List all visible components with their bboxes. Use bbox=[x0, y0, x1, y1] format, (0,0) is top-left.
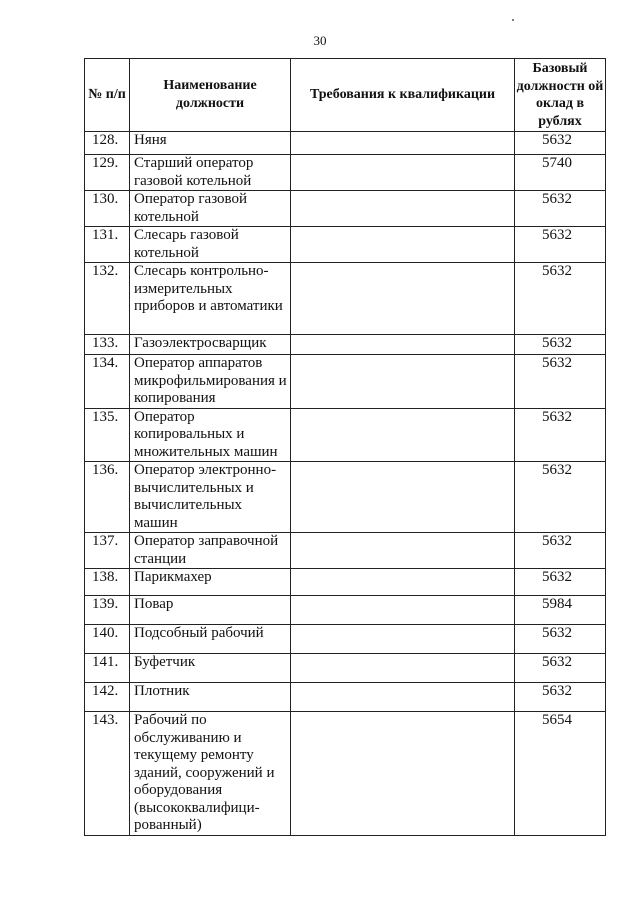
row-name-cell: Оператор аппаратов микрофильмирования и копирования bbox=[130, 355, 291, 409]
row-salary-cell: 5740 bbox=[515, 155, 606, 191]
positions-table bbox=[84, 58, 606, 836]
row-num-cell: 128. bbox=[85, 132, 130, 155]
row-num-cell: 131. bbox=[85, 227, 130, 263]
row-num-cell: 136. bbox=[85, 462, 130, 533]
table-row bbox=[85, 335, 606, 355]
row-salary-cell: 5632 bbox=[515, 191, 606, 227]
table-row bbox=[85, 625, 606, 654]
row-requirements-cell bbox=[291, 227, 515, 263]
row-salary-cell: 5632 bbox=[515, 533, 606, 569]
row-name-cell: Оператор заправочной станции bbox=[130, 533, 291, 569]
row-name-cell: Оператор газовой котельной bbox=[130, 191, 291, 227]
row-num-cell: 134. bbox=[85, 355, 130, 409]
header-salary: Базовый должностн ой оклад в рублях bbox=[515, 59, 606, 132]
row-requirements-cell bbox=[291, 712, 515, 836]
table-row bbox=[85, 191, 606, 227]
row-salary-cell: 5632 bbox=[515, 132, 606, 155]
table-row bbox=[85, 533, 606, 569]
table-row bbox=[85, 596, 606, 625]
row-name-cell: Плотник bbox=[130, 683, 291, 712]
row-name-cell: Старший оператор газовой котельной bbox=[130, 155, 291, 191]
table-row bbox=[85, 462, 606, 533]
row-requirements-cell bbox=[291, 191, 515, 227]
row-requirements-cell bbox=[291, 596, 515, 625]
row-salary-cell: 5632 bbox=[515, 625, 606, 654]
row-requirements-cell bbox=[291, 408, 515, 462]
row-salary-cell: 5632 bbox=[515, 654, 606, 683]
row-num-cell: 133. bbox=[85, 335, 130, 355]
row-name-cell: Слесарь контрольно-измерительных приборов и автоматики bbox=[130, 263, 291, 335]
table-row bbox=[85, 132, 606, 155]
row-requirements-cell bbox=[291, 625, 515, 654]
row-num-cell: 132. bbox=[85, 263, 130, 335]
row-salary-cell: 5632 bbox=[515, 408, 606, 462]
row-requirements-cell bbox=[291, 155, 515, 191]
row-requirements-cell bbox=[291, 263, 515, 335]
row-salary-cell: 5654 bbox=[515, 712, 606, 836]
row-requirements-cell bbox=[291, 569, 515, 596]
row-salary-cell: 5632 bbox=[515, 355, 606, 409]
row-name-cell: Газоэлектросварщик bbox=[130, 335, 291, 355]
header-name: Наименование должности bbox=[130, 59, 291, 132]
row-salary-cell: 5632 bbox=[515, 683, 606, 712]
row-name-cell: Подсобный рабочий bbox=[130, 625, 291, 654]
scan-speck bbox=[512, 19, 514, 21]
row-requirements-cell bbox=[291, 654, 515, 683]
row-requirements-cell bbox=[291, 683, 515, 712]
row-requirements-cell bbox=[291, 533, 515, 569]
row-requirements-cell bbox=[291, 132, 515, 155]
row-num-cell: 141. bbox=[85, 654, 130, 683]
row-requirements-cell bbox=[291, 335, 515, 355]
row-name-cell: Рабочий по обслуживанию и текущему ремонту зданий, сооружений и оборудования (высококвалифици-рованный) bbox=[130, 712, 291, 836]
table-row bbox=[85, 683, 606, 712]
table-row bbox=[85, 155, 606, 191]
row-requirements-cell bbox=[291, 355, 515, 409]
header-requirements: Требования к квалификации bbox=[291, 59, 515, 132]
row-num-cell: 135. bbox=[85, 408, 130, 462]
row-salary-cell: 5632 bbox=[515, 462, 606, 533]
table-row bbox=[85, 654, 606, 683]
row-name-cell: Оператор электронно-вычислительных и вычислительных машин bbox=[130, 462, 291, 533]
page-number: 30 bbox=[313, 33, 327, 48]
table-row bbox=[85, 569, 606, 596]
header-num: № п/п bbox=[85, 59, 130, 132]
row-salary-cell: 5632 bbox=[515, 335, 606, 355]
table-row bbox=[85, 227, 606, 263]
row-num-cell: 139. bbox=[85, 596, 130, 625]
row-num-cell: 129. bbox=[85, 155, 130, 191]
row-salary-cell: 5984 bbox=[515, 596, 606, 625]
row-salary-cell: 5632 bbox=[515, 227, 606, 263]
row-num-cell: 142. bbox=[85, 683, 130, 712]
row-num-cell: 137. bbox=[85, 533, 130, 569]
row-salary-cell: 5632 bbox=[515, 263, 606, 335]
row-name-cell: Слесарь газовой котельной bbox=[130, 227, 291, 263]
row-name-cell: Повар bbox=[130, 596, 291, 625]
table-row bbox=[85, 355, 606, 409]
row-salary-cell: 5632 bbox=[515, 569, 606, 596]
row-name-cell: Оператор копировальных и множительных машин bbox=[130, 408, 291, 462]
row-name-cell: Буфетчик bbox=[130, 654, 291, 683]
table-row bbox=[85, 263, 606, 335]
table-row bbox=[85, 712, 606, 836]
row-num-cell: 130. bbox=[85, 191, 130, 227]
table-header-row bbox=[85, 59, 606, 132]
row-name-cell: Парикмахер bbox=[130, 569, 291, 596]
row-num-cell: 138. bbox=[85, 569, 130, 596]
row-requirements-cell bbox=[291, 462, 515, 533]
row-name-cell: Няня bbox=[130, 132, 291, 155]
row-num-cell: 140. bbox=[85, 625, 130, 654]
table-body bbox=[85, 132, 606, 836]
table-row bbox=[85, 408, 606, 462]
row-num-cell: 143. bbox=[85, 712, 130, 836]
